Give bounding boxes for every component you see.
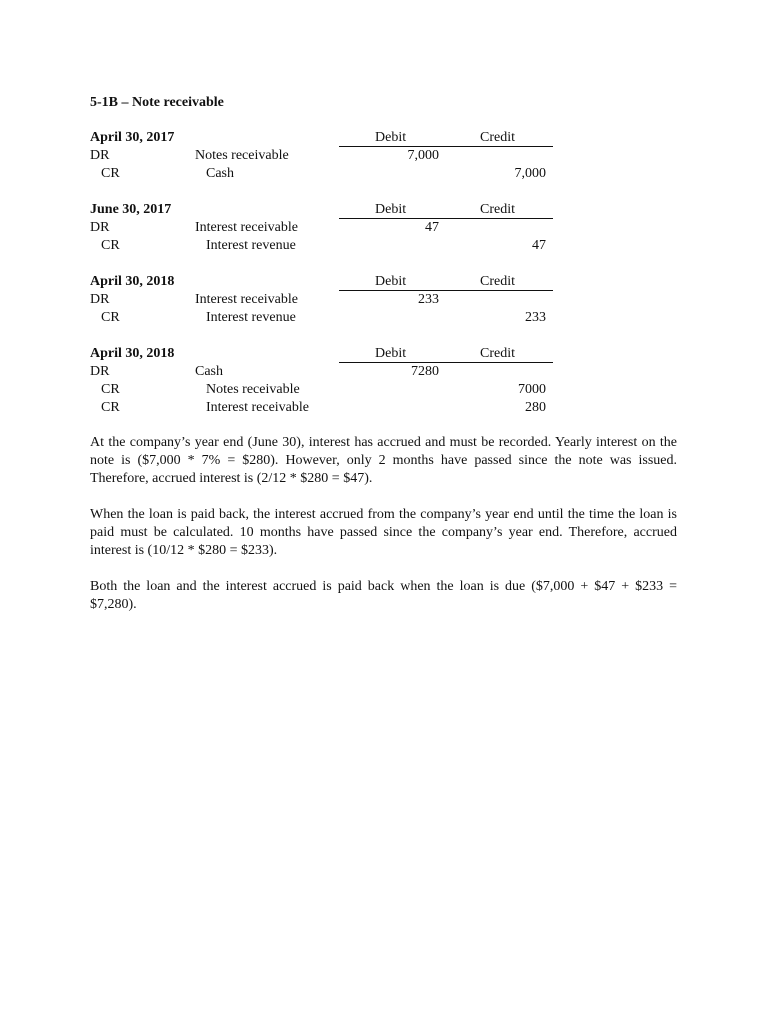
credit-amount: 47	[532, 238, 546, 253]
entry-type: DR	[90, 292, 110, 307]
credit-column-header: Credit	[480, 274, 515, 289]
entry-date: June 30, 2017	[90, 202, 172, 217]
document-title: 5-1B – Note receivable	[90, 95, 224, 110]
entry-line	[90, 381, 560, 399]
entry-type: CR	[101, 400, 120, 415]
entry-header	[90, 201, 560, 219]
account-name: Cash	[206, 166, 234, 181]
journal-entry	[90, 201, 560, 255]
debit-amount: 47	[425, 220, 439, 235]
journal-entry	[90, 273, 560, 327]
entry-type: CR	[101, 310, 120, 325]
entry-header	[90, 345, 560, 363]
credit-amount: 7,000	[514, 166, 546, 181]
debit-amount: 233	[418, 292, 439, 307]
entry-type: DR	[90, 364, 110, 379]
credit-column-header: Credit	[480, 130, 515, 145]
entry-type: CR	[101, 238, 120, 253]
credit-column-header: Credit	[480, 346, 515, 361]
explanation-paragraph: At the company’s year end (June 30), interest has accrued and must be recorded. Yearly interest on the note is ($7,000 * 7% = $280). However, only 2 months have passed since the note was issued. Therefore, accrued interest is (2/12 * $280 = $47).	[90, 435, 677, 486]
debit-column-header: Debit	[375, 130, 407, 145]
entry-line	[90, 291, 560, 309]
account-name: Interest receivable	[195, 292, 298, 307]
account-name: Interest revenue	[206, 310, 296, 325]
account-name: Notes receivable	[195, 148, 289, 163]
entry-type: DR	[90, 148, 110, 163]
entry-line	[90, 147, 560, 165]
explanation-paragraph: Both the loan and the interest accrued is paid back when the loan is due ($7,000 + $47 + $233 = $7,280).	[90, 579, 677, 612]
journal-entry	[90, 345, 560, 417]
entry-line	[90, 237, 560, 255]
entry-line	[90, 363, 560, 381]
entry-date: April 30, 2017	[90, 130, 175, 145]
credit-amount: 280	[525, 400, 546, 415]
debit-column-header: Debit	[375, 202, 407, 217]
debit-column-header: Debit	[375, 346, 407, 361]
credit-amount: 233	[525, 310, 546, 325]
credit-amount: 7000	[518, 382, 546, 397]
entry-type: CR	[101, 166, 120, 181]
entry-header	[90, 129, 560, 147]
account-name: Interest receivable	[195, 220, 298, 235]
account-name: Cash	[195, 364, 223, 379]
entry-type: CR	[101, 382, 120, 397]
debit-amount: 7280	[411, 364, 439, 379]
debit-amount: 7,000	[407, 148, 439, 163]
entry-header	[90, 273, 560, 291]
account-name: Interest receivable	[206, 400, 309, 415]
credit-column-header: Credit	[480, 202, 515, 217]
entry-line	[90, 219, 560, 237]
entry-line	[90, 309, 560, 327]
entry-line	[90, 165, 560, 183]
account-name: Interest revenue	[206, 238, 296, 253]
debit-column-header: Debit	[375, 274, 407, 289]
entry-date: April 30, 2018	[90, 346, 175, 361]
entry-type: DR	[90, 220, 110, 235]
entry-date: April 30, 2018	[90, 274, 175, 289]
explanation-paragraph: When the loan is paid back, the interest accrued from the company’s year end until the time the loan is paid must be calculated. 10 months have passed since the company’s year end. Therefore, accrued interest is (10/12 * $280 = $233).	[90, 507, 677, 558]
journal-entry	[90, 129, 560, 183]
entry-line	[90, 399, 560, 417]
account-name: Notes receivable	[206, 382, 300, 397]
